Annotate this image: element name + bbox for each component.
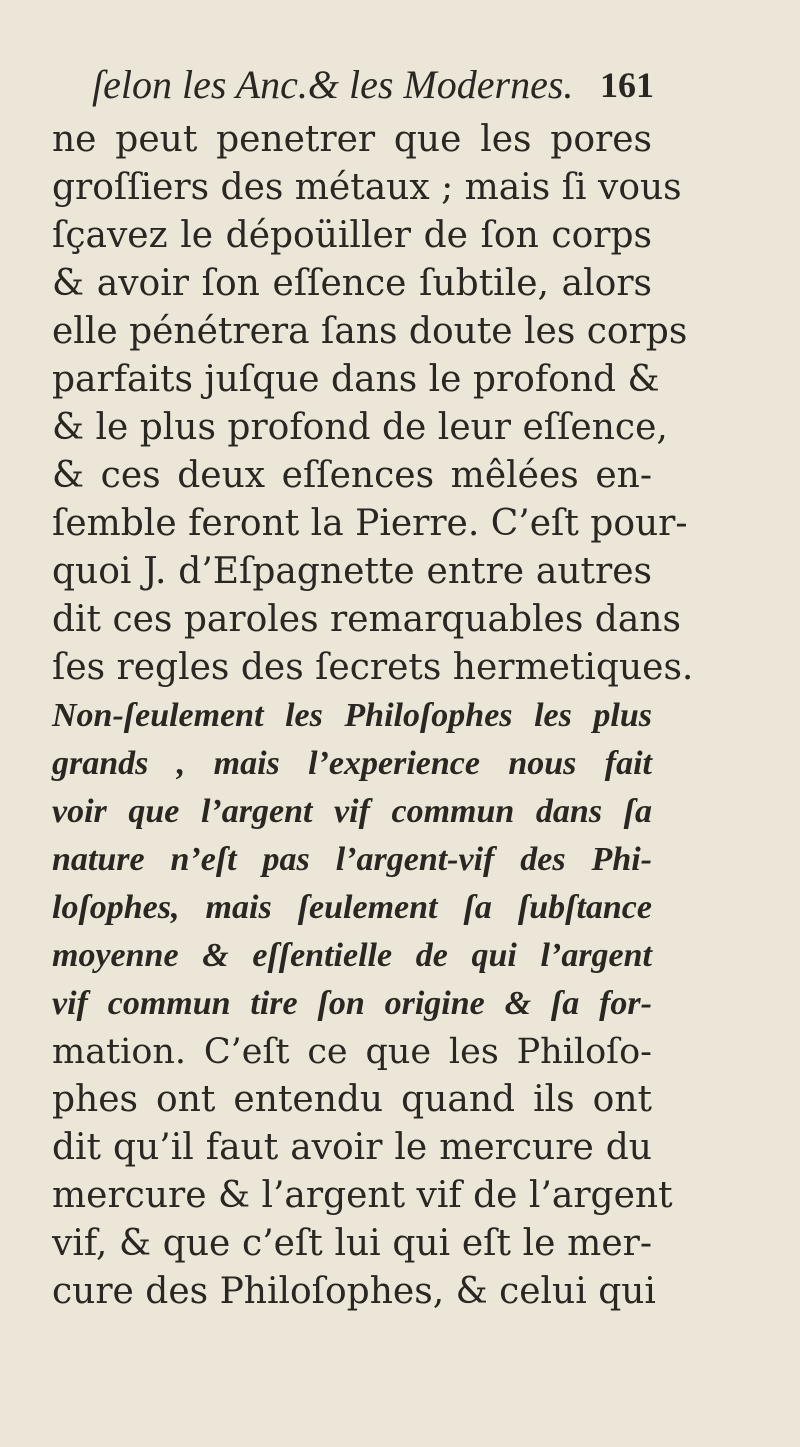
text-line: & le plus profond de leur eſſence, (52, 407, 668, 448)
italic-quote-line: grands , mais l’experience nous fait (52, 745, 652, 782)
italic-quote-line: moyenne & eſſentielle de qui l’argent (52, 937, 652, 974)
text-line: groſſiers des métaux ; mais ſi vous (52, 167, 682, 208)
text-line: & avoir ſon eſſence ſubtile, alors (52, 263, 652, 304)
running-head (92, 60, 654, 110)
text-line: phes ont entendu quand ils ont (52, 1079, 652, 1120)
text-line: dit ces paroles remarquables dans (52, 599, 681, 640)
text-line: cure des Philoſophes, & celui qui (52, 1271, 656, 1312)
text-line: parfaits juſque dans le profond & (52, 359, 660, 400)
text-line: dit qu’il faut avoir le mercure du (52, 1127, 652, 1168)
text-line: quoi J. d’Eſpagnette entre autres (52, 551, 652, 592)
running-title: ſelon les Anc.& les Modernes. (92, 62, 574, 107)
text-line: & ces deux eſſences mêlées en- (52, 455, 652, 496)
italic-quote-line: vif commun tire ſon origine & ſa for- (52, 985, 652, 1022)
body-text (52, 116, 694, 1316)
italic-quote-line: loſophes, mais ſeulement ſa ſubſtance (52, 889, 652, 926)
italic-quote-line: voir que l’argent vif commun dans ſa (52, 793, 652, 830)
text-line: elle pénétrera ſans doute les corps (52, 311, 688, 352)
text-line: mation. C’eſt ce que les Philoſo- (52, 1032, 652, 1072)
text-line: vif, & que c’eſt lui qui eſt le mer- (52, 1223, 652, 1264)
italic-quote-line: Non-ſeulement les Philoſophes les plus (52, 697, 652, 734)
page-number: 161 (600, 65, 654, 105)
text-line: ſemble feront la Pierre. C’eſt pour- (52, 503, 688, 544)
text-line: ſes regles des ſecrets hermetiques. (52, 647, 694, 688)
text-line: ſçavez le dépoüiller de ſon corps (52, 215, 652, 256)
text-line: mercure & l’argent vif de l’argent (52, 1175, 673, 1216)
italic-quote-line: nature n’eſt pas l’argent-vif des Phi- (52, 841, 652, 878)
text-line: ne peut penetrer que les pores (52, 119, 652, 160)
